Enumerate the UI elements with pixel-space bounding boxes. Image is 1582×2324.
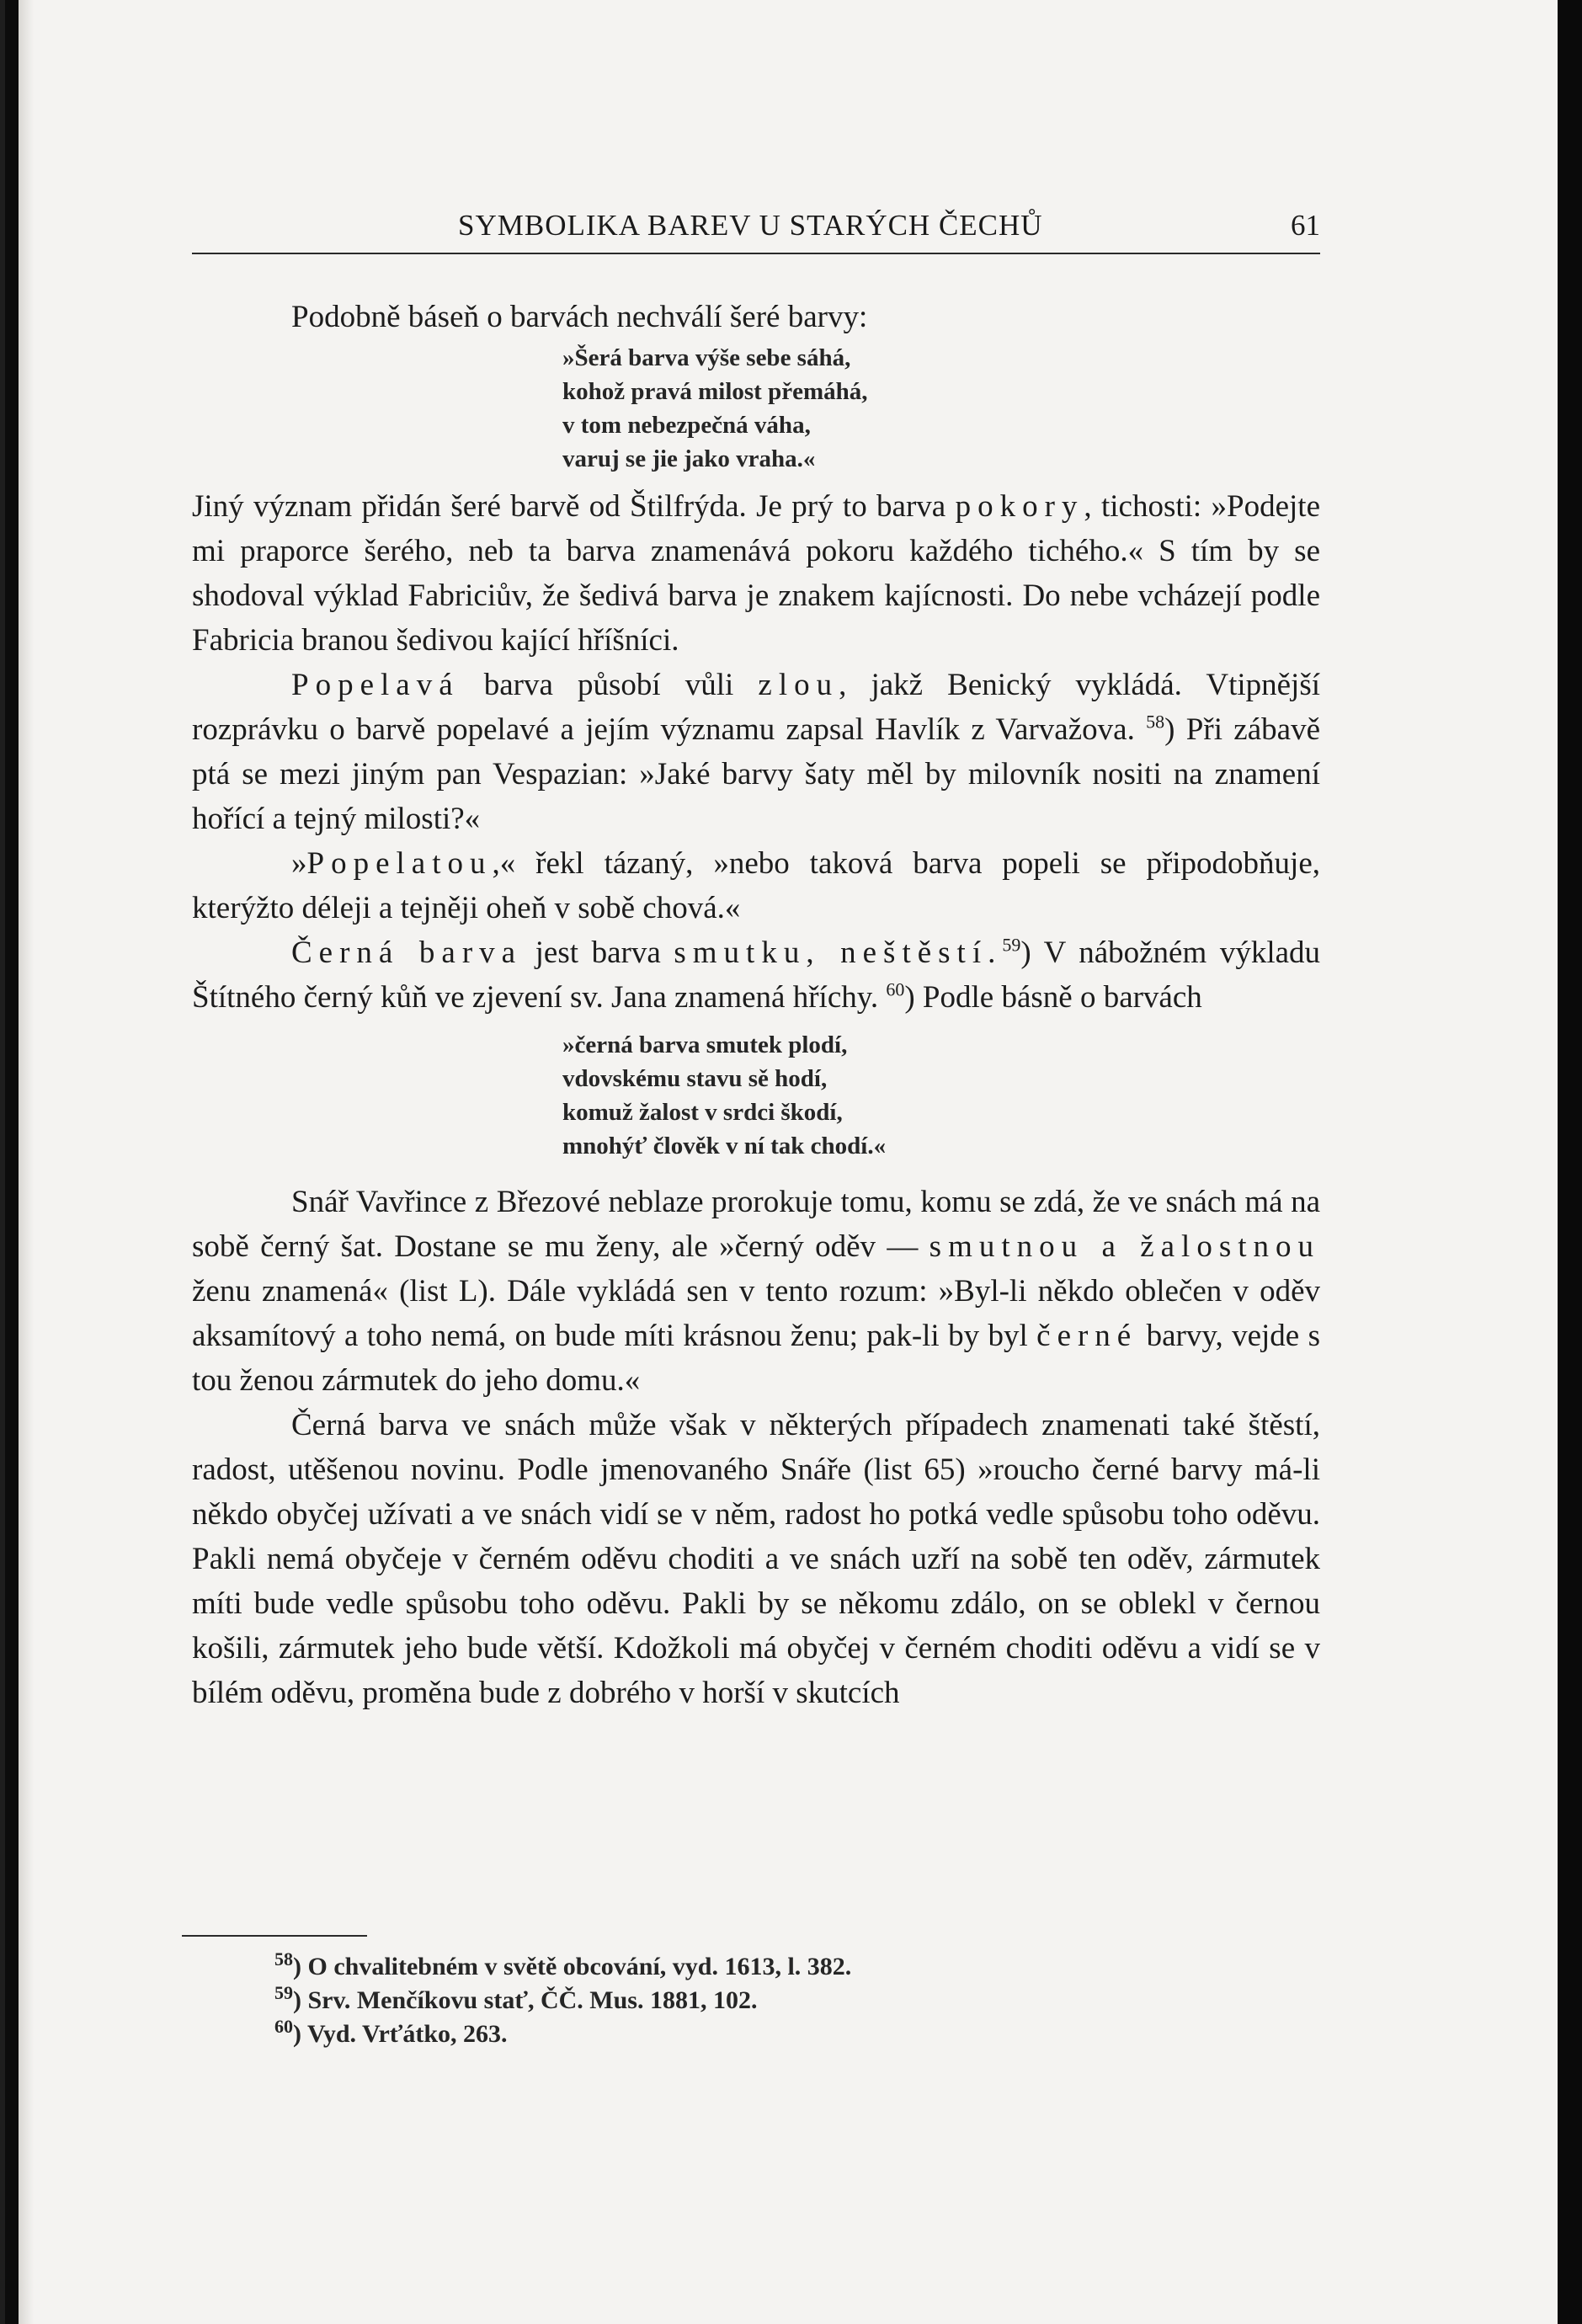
- spaced-term-popelatou: Popelatou: [306, 846, 493, 881]
- footnote-number: 58: [274, 1948, 293, 1970]
- text-span: »: [291, 846, 307, 881]
- text-span: ,« řekl tázaný, »nebo taková barva popeli se připodobňuje, kterýžto déleji a tejněji oheň v sobě chová.«: [192, 846, 1320, 925]
- spine-edge: [0, 0, 5, 2324]
- footnote-separator: [182, 1935, 367, 1937]
- running-title: SYMBOLIKA BAREV U STARÝCH ČECHŮ: [458, 209, 1043, 242]
- spaced-term-pokory: pokory: [955, 489, 1084, 524]
- running-header: [192, 202, 1320, 254]
- footnote-ref-59: 59: [1002, 934, 1021, 956]
- footnote-number: 60: [274, 2016, 293, 2037]
- verse-block-1: [192, 341, 1320, 476]
- page-gutter-shadow: [19, 0, 34, 2324]
- spaced-term-popelava: Popelavá: [291, 668, 460, 702]
- verse-line: »černá barva smutek plodí,: [562, 1031, 848, 1058]
- text-span: Jiný význam přidán šeré barvě od Štilfrýda. Je prý to barva: [192, 489, 946, 524]
- text-span: ) V nábožném výkladu Štítného černý kůň ve zjevení sv. Jana znamená hříchy.: [192, 935, 1321, 1015]
- text-span: ženu znamená« (list L). Dále vykládá sen v tento rozum: »Byl-li někdo oblečen v oděv aksamítový a toho nemá, on bude míti krásnou ženu; pak-li by byl: [192, 1274, 1320, 1353]
- paragraph-3: [192, 663, 1320, 841]
- footnote-ref-60: 60: [886, 978, 905, 1000]
- verse-line: varuj se jie jako vraha.«: [562, 445, 816, 472]
- spaced-term-smutku: smutku, neštěstí.: [674, 935, 1003, 970]
- text-span: barvy, vejde s tou ženou zármutek do jeho domu.«: [192, 1319, 1321, 1398]
- spaced-term-cerna-barva: Černá barva: [291, 935, 523, 970]
- footnote-59: [274, 1984, 1285, 2018]
- paragraph-1: Podobně báseň o barvách nechválí šeré barvy:: [291, 300, 868, 334]
- book-spine: [0, 0, 19, 2324]
- spaced-term-zlou: zlou: [758, 668, 839, 702]
- footnote-text: ) Vyd. Vrťátko, 263.: [293, 2020, 508, 2048]
- paragraph-4: [192, 841, 1320, 930]
- verse-line: vdovskému stavu sě hodí,: [562, 1065, 828, 1092]
- footnote-text: ) O chvalitebném v světě obcování, vyd. 1613, l. 382.: [293, 1953, 852, 1980]
- verse-line: »Šerá barva výše sebe sáhá,: [562, 344, 851, 371]
- paragraph-6: [192, 1180, 1320, 1403]
- verse-block-2: [192, 1028, 1320, 1163]
- text-span: , jakž Benický vykládá. Vtipnější rozprávku o barvě popelavé a jejím významu zapsal Havlík z Varvažova.: [192, 668, 1321, 747]
- footnote-60: [274, 2018, 1285, 2051]
- scan-right-edge: [1558, 0, 1582, 2324]
- page-number: 61: [1291, 209, 1320, 242]
- footnote-number: 59: [274, 1982, 293, 2003]
- text-span: Snář Vavřince z Březové neblaze prorokuje tomu, komu se zdá, že ve snách má na sobě černý šat. Dostane se mu ženy, ale »černý oděv —: [192, 1185, 1320, 1264]
- paragraph-7: Černá barva ve snách může však v některých případech znamenati také štěstí, radost, utěšenou novinu. Podle jmenovaného Snáře (list 65) »roucho černé barvy má-li někdo obyčej užívati a ve snách vidí se v něm, radost ho potká vedle spůsobu toho oděvu. Pakli nemá obyčeje v černém oděvu choditi a ve snách uzří na sobě ten oděv, zármutek míti bude vedle spůsobu toho oděvu. Pakli by se někomu zdálo, on se oblekl v černou košili, zármutek jeho bude větší. Kdožkoli má obyčej v černém choditi oděvu a vidí se v bílém oděvu, proměna bude z dobrého v horší v skutcích: [192, 1408, 1320, 1710]
- verse-line: komuž žalost v srdci škodí,: [562, 1099, 843, 1126]
- footnote-text: ) Srv. Menčíkovu stať, ČČ. Mus. 1881, 102.: [293, 1986, 758, 2014]
- verse-line: mnohýť člověk v ní tak chodí.«: [562, 1133, 887, 1159]
- text-span: , tichosti: »Podejte mi praporce šerého, neb ta barva znamenává pokoru každého tichého.« S tím by se shodoval výklad Fabriciův, že šedivá barva je znakem kajícnosti. Do nebe vcházejí podle Fabricia branou šedivou kající hříšníci.: [192, 489, 1321, 658]
- verse-line: kohož pravá milost přemáhá,: [562, 378, 868, 405]
- verse-line: v tom nebezpečná váha,: [562, 412, 811, 439]
- text-span: ) Při zábavě ptá se mezi jiným pan Vespazian: »Jaké barvy šaty měl by milovník nositi na znamení hořící a tejný milosti?«: [192, 712, 1320, 836]
- footnotes: [274, 1950, 1285, 2051]
- spaced-term-smutnou: smutnou a žalostnou: [929, 1229, 1321, 1264]
- paragraph-5: [192, 930, 1320, 1020]
- footnote-ref-58: 58: [1146, 711, 1165, 733]
- main-text: [192, 295, 1320, 1715]
- footnote-58: [274, 1950, 1285, 1984]
- text-span: ) Podle básně o barvách: [904, 980, 1202, 1015]
- text-span: jest barva: [535, 935, 661, 970]
- paragraph-2: [192, 484, 1320, 663]
- text-span: barva působí vůli: [483, 668, 734, 702]
- spaced-term-cerne: černé: [1036, 1319, 1138, 1353]
